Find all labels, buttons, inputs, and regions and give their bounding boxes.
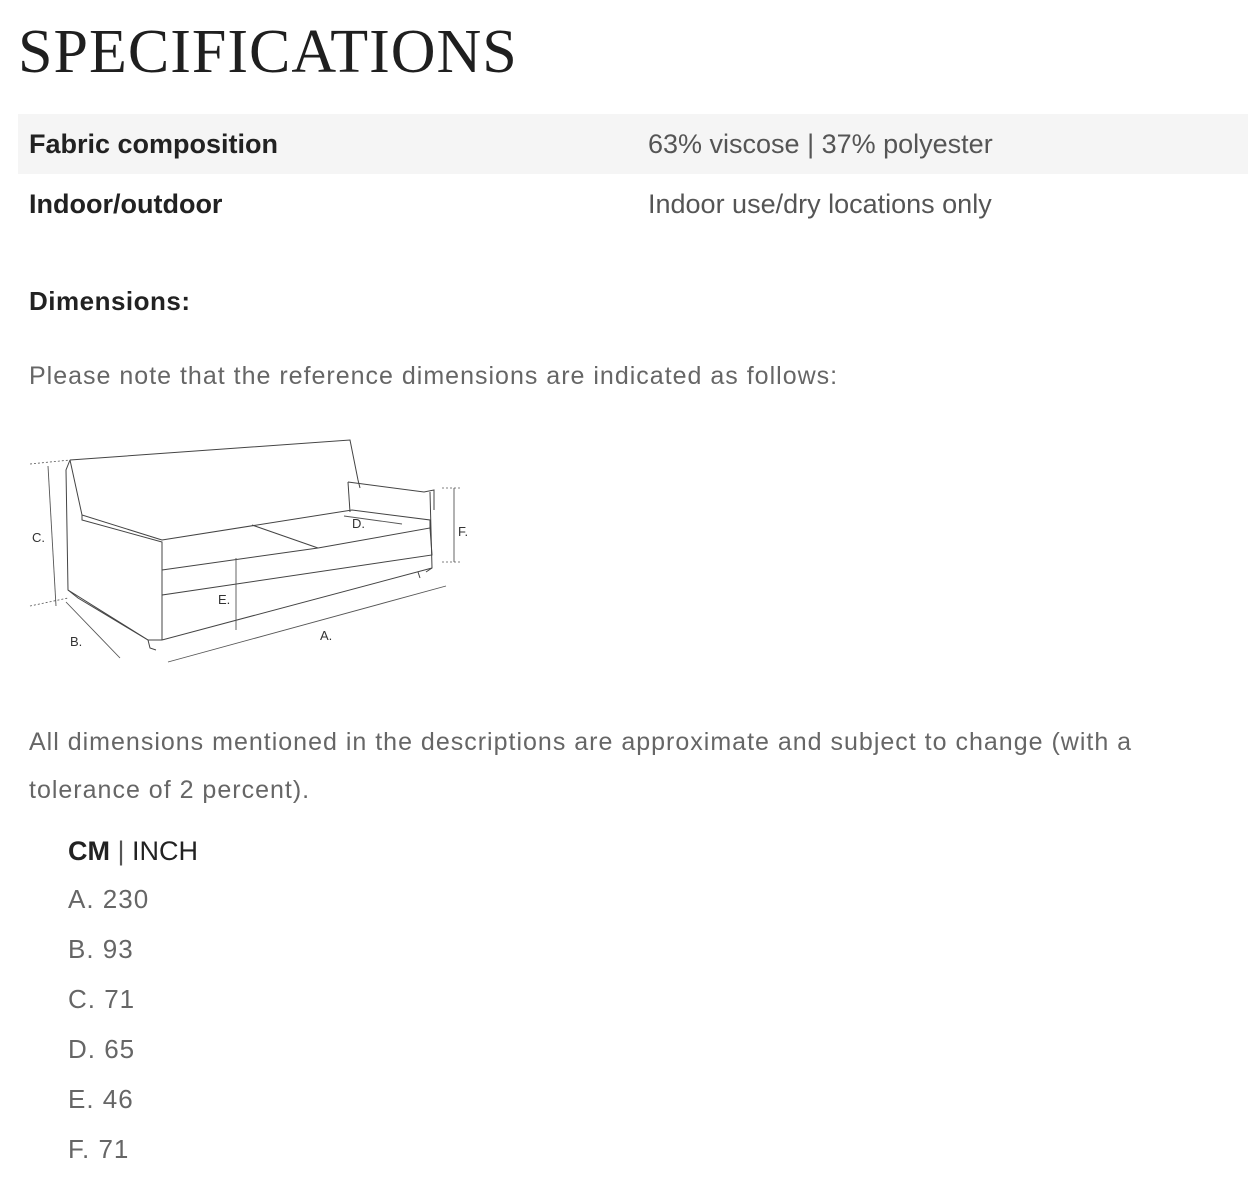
dimensions-note: Please note that the reference dimensions are indicated as follows: — [29, 362, 839, 390]
dimension-item-c: C. 71 — [68, 984, 136, 1014]
spec-value: Indoor use/dry locations only — [648, 188, 992, 219]
spec-value: 63% viscose | 37% polyester — [648, 128, 993, 159]
label-a: A. — [320, 628, 333, 643]
dimension-item-a: A. 230 — [68, 884, 150, 914]
spec-row-fabric — [18, 114, 1248, 174]
spec-label: Fabric composition — [29, 128, 279, 159]
dimension-item-f: F. 71 — [68, 1134, 130, 1164]
unit-cm[interactable]: CM — [68, 836, 110, 866]
spec-label: Indoor/outdoor — [29, 188, 223, 219]
label-d: D. — [352, 516, 365, 531]
sofa-dimension-diagram — [22, 430, 482, 680]
dimension-item-d: D. 65 — [68, 1034, 136, 1064]
page-title: SPECIFICATIONS — [18, 18, 518, 86]
unit-separator: | — [117, 836, 125, 866]
label-b: B. — [70, 634, 83, 649]
label-c: C. — [32, 530, 45, 545]
dimension-list — [68, 880, 149, 1180]
dimensions-disclaimer: All dimensions mentioned in the descriptions are approximate and subject to change (with a tolerance of 2 percent). — [29, 728, 1133, 804]
unit-inch[interactable]: INCH — [132, 836, 199, 866]
spec-row-indoor-outdoor — [18, 174, 1248, 234]
unit-toggle — [68, 836, 198, 867]
dimension-item-e: E. 46 — [68, 1084, 134, 1114]
dimension-item-b: B. 93 — [68, 934, 134, 964]
dimensions-heading: Dimensions: — [29, 286, 191, 316]
label-e: E. — [218, 592, 231, 607]
label-f: F. — [458, 524, 469, 539]
specifications-table — [18, 114, 1248, 234]
